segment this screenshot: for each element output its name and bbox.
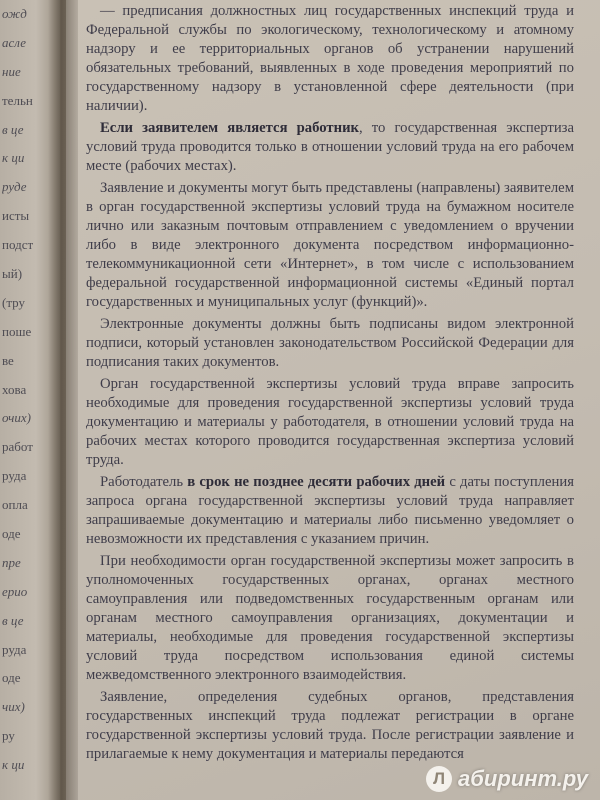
paragraph	[86, 552, 574, 685]
paragraph	[86, 375, 574, 470]
left-page-fragment: руда	[2, 641, 27, 657]
labirint-logo-icon: Л	[426, 766, 452, 792]
text-run: Работодатель	[100, 474, 188, 490]
left-page-fragment: пре	[2, 554, 21, 570]
left-page-fragment: подст	[2, 237, 34, 253]
text-run: Электронные документы должны быть подписаны видом электронной подписи, который установлен законодательством Российской Федерации для подписания таких документов.	[86, 316, 574, 370]
left-page-fragment: тельн	[2, 92, 33, 108]
left-page-fragment: работ	[2, 439, 33, 455]
bold-phrase: Если заявителем является работник	[100, 120, 360, 136]
left-page-fragment: в це	[2, 121, 24, 137]
book-gutter	[48, 0, 78, 800]
left-page-fragment: руда	[2, 468, 27, 484]
text-run: Заявление, определения судебных органов, представления государственных инспекций труда подлежат регистрации в органе государственной экспертизы условий труда. После регистрации заявление и прилагаемые к нему документация и материалы передаются	[86, 689, 574, 762]
paragraph	[86, 315, 574, 372]
left-page-fragment: ве	[2, 352, 14, 368]
left-page-fragment: ожд	[2, 6, 27, 21]
left-page-fragment: асле	[2, 34, 27, 50]
left-page-fragment: к ци	[2, 757, 25, 773]
left-page-fragment: оде	[2, 526, 21, 541]
text-run: — предписания должностных лиц государственных инспекций труда и Федеральной службы по экологическому, технологическому и атомному надзору и ее территориальных органов об устранении нарушений обязательных требований, выявленных в ходе проведения мероприятий по государственному надзору в установленной сфере деятельности (при наличии).	[86, 3, 574, 114]
left-page-fragment: к ци	[2, 150, 25, 166]
left-page-fragment: очих)	[2, 410, 31, 426]
watermark	[426, 766, 588, 792]
left-page-fragment: исты	[2, 208, 30, 224]
paragraph	[86, 2, 574, 116]
left-page-fragment: ние	[2, 63, 21, 79]
paragraph	[86, 688, 574, 764]
text-run: , то государственная экспертиза условий труда проводится только в отношении условий труда на его рабочем месте (рабочих местах).	[86, 120, 574, 174]
left-page-fragment: (тру	[2, 294, 25, 310]
left-page-fragment: ый)	[2, 266, 23, 281]
page-text	[86, 2, 574, 767]
watermark-text: абиринт.ру	[458, 766, 588, 791]
text-run: Заявление и документы могут быть представлены (направлены) заявителем в орган государственной экспертизы условий труда на бумажном носителе лично или заказным почтовым отправлением с уведомлением о вручении либо в виде электронного документа посредством информационно-телекоммуникационной сети «Интернет», в том числе с использованием федеральной государственной информационной системы «Единый портал государственных и муниципальных услуг (функций)».	[86, 180, 574, 310]
paragraph	[86, 179, 574, 312]
left-page-fragment: опла	[2, 497, 28, 513]
left-page-fragment: оде	[2, 670, 21, 686]
paragraph	[86, 473, 574, 549]
text-run: с даты поступления запроса органа государственной экспертизы условий труда направляет запрашиваемые документацию и материалы либо письменно уведомляет о невозможности их представления с указанием причин.	[86, 474, 574, 547]
paragraph	[86, 119, 574, 176]
left-page-fragment: хова	[2, 381, 27, 397]
left-page-fragment: ру	[2, 728, 15, 744]
left-page-fragment: в це	[2, 612, 24, 628]
bold-phrase: в срок не позднее десяти рабочих дней	[187, 474, 446, 490]
left-page-fragment: чих)	[2, 699, 25, 715]
left-page-fragment: поше	[2, 323, 32, 339]
text-run: Орган государственной экспертизы условий труда вправе запросить необходимые для проведения государственной экспертизы условий труда документацию и материалы у работодателя, в отношении условий труда на рабочих местах которого проводится государственная экспертиза условий труда.	[86, 376, 574, 468]
left-page-fragment: ерио	[2, 583, 28, 599]
left-page-fragment: руде	[2, 179, 27, 195]
text-run: При необходимости орган государственной экспертизы может запросить в уполномоченных государственных органах, органах местного самоуправления или подведомственных государственным органам или органам местного самоуправления организациях, документации и материалы, необходимые для проведения государственной экспертизы условий труда посредством использования единой системы межведомственного электронного взаимодействия.	[86, 553, 574, 683]
